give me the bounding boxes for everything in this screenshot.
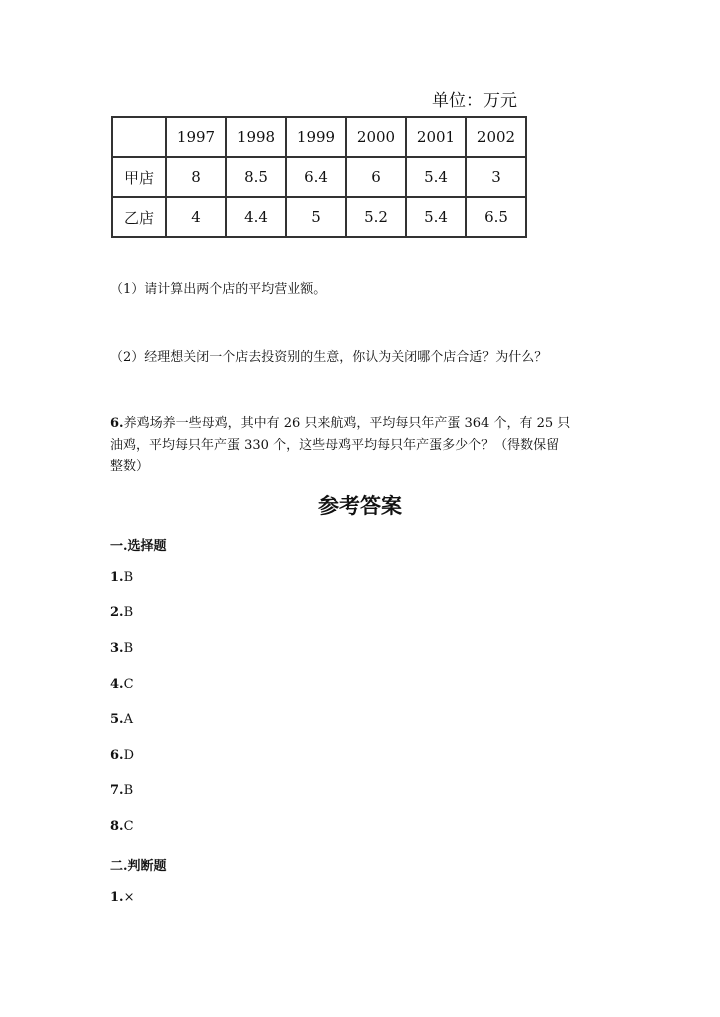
section-judge-heading: 二.判断题 [110, 859, 167, 874]
table-cell: 6.5 [466, 197, 526, 237]
table-cell: 5.2 [346, 197, 406, 237]
question-text: 养鸡场养一些母鸡，其中有 26 只来航鸡，平均每只年产蛋 364 个，有 25 只 [123, 416, 571, 431]
unit-label: 单位：万元 [432, 91, 517, 111]
answers-title: 参考答案 [318, 493, 402, 518]
answer-item: 1.B [110, 570, 134, 585]
table-cell: 3 [466, 157, 526, 197]
year-header: 2000 [346, 117, 406, 157]
table-cell: 6.4 [286, 157, 346, 197]
table-cell: 6 [346, 157, 406, 197]
year-header: 2001 [406, 117, 466, 157]
question-6-line2: 油鸡，平均每只年产蛋 330 个，这些母鸡平均每只年产蛋多少个？（得数保留 [110, 438, 560, 453]
answer-item: 4.C [110, 677, 134, 692]
revenue-table [111, 116, 527, 238]
year-header: 1999 [286, 117, 346, 157]
answer-item: 7.B [110, 783, 134, 798]
table-cell: 5.4 [406, 157, 466, 197]
store-name: 甲店 [112, 157, 166, 197]
section-choice-heading: 一.选择题 [110, 539, 167, 554]
table-row [112, 197, 526, 237]
table-cell: 5.4 [406, 197, 466, 237]
question-number: 6. [110, 416, 124, 431]
answer-item: 6.D [110, 748, 135, 763]
table-cell: 8 [166, 157, 226, 197]
table-header-row [112, 117, 526, 157]
table-row [112, 157, 526, 197]
year-header: 2002 [466, 117, 526, 157]
answer-item: 2.B [110, 605, 134, 620]
table-cell: 4 [166, 197, 226, 237]
question-6-line3: 整数） [110, 459, 150, 474]
answer-item: 8.C [110, 819, 134, 834]
table-cell: 4.4 [226, 197, 286, 237]
question-1: （1）请计算出两个店的平均营业额。 [110, 282, 327, 297]
table-cell: 8.5 [226, 157, 286, 197]
store-name: 乙店 [112, 197, 166, 237]
answer-item: 1.× [110, 890, 135, 905]
answer-item: 3.B [110, 641, 134, 656]
question-6-line1 [110, 412, 570, 431]
question-2: （2）经理想关闭一个店去投资别的生意，你认为关闭哪个店合适？为什么？ [110, 350, 548, 365]
table-corner-cell [112, 117, 166, 157]
year-header: 1997 [166, 117, 226, 157]
year-header: 1998 [226, 117, 286, 157]
table-cell: 5 [286, 197, 346, 237]
answer-item: 5.A [110, 712, 133, 727]
